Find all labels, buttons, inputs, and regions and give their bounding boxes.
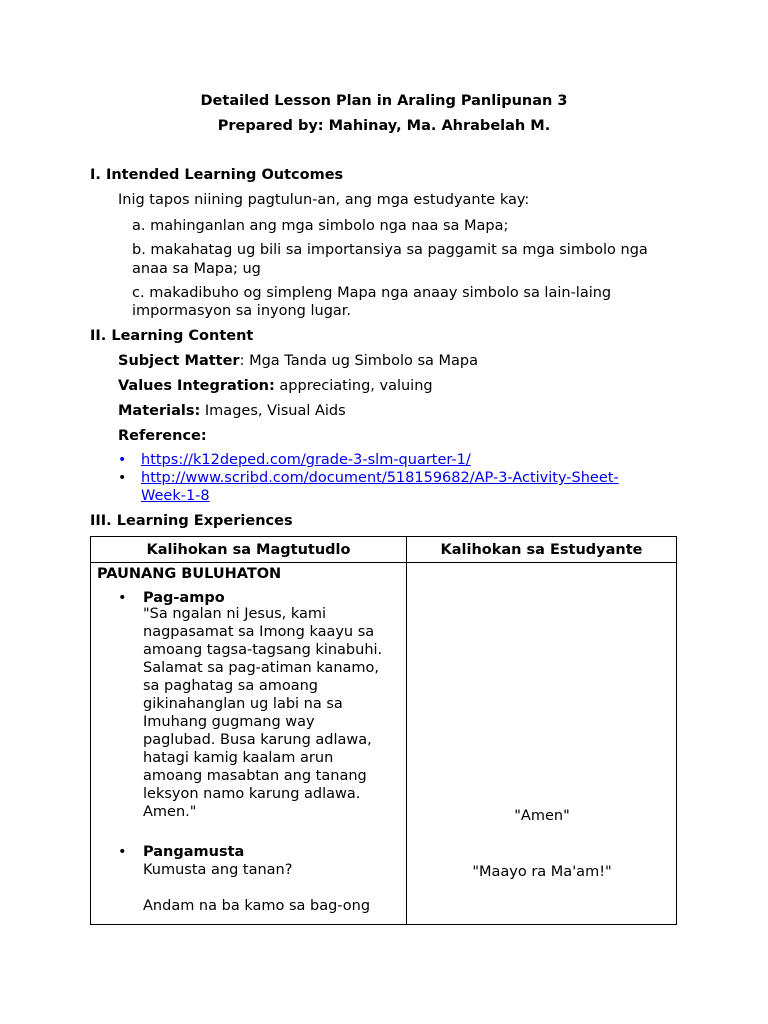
pagampo-label: Pag-ampo: [143, 590, 225, 606]
prayer-line: Imuhang gugmang way: [143, 714, 315, 730]
student-amen: "Amen": [514, 808, 570, 824]
prayer-line: hatagi kamig kaalam arun: [143, 750, 334, 766]
prayer-line: "Sa ngalan ni Jesus, kami: [143, 606, 327, 622]
materials-value: Images, Visual Aids: [200, 403, 346, 419]
table-row: [91, 563, 677, 925]
experiences-heading: III. Learning Experiences: [90, 513, 293, 529]
content-heading: II. Learning Content: [90, 328, 254, 344]
values-label: Values Integration:: [118, 378, 275, 394]
section-label: PAUNANG BULUHATON: [97, 566, 282, 582]
outcome-c-line1: c. makadibuho og simpleng Mapa nga anaay simbolo sa lain-laing: [132, 285, 612, 301]
prayer-line: amoang tagsa-tagsang kinabuhi.: [143, 642, 383, 658]
learning-experiences-table: [90, 536, 677, 925]
student-column-header: Kalihokan sa Estudyante: [407, 537, 677, 563]
student-cell: [407, 563, 677, 925]
reference-label: Reference:: [118, 428, 207, 444]
prayer-line: nagpasamat sa Imong kaayu sa: [143, 624, 375, 640]
student-reply: "Maayo ra Ma'am!": [472, 864, 612, 880]
prayer-line: leksyon namo karung adlawa.: [143, 786, 361, 802]
pangamusta-label: Pangamusta: [143, 844, 245, 860]
prayer-line: paglubad. Busa karung adlawa,: [143, 732, 372, 748]
bullet-pagampo: •: [118, 590, 127, 606]
outcome-b-line1: b. makahatag ug bili sa importansiya sa paggamit sa mga simbolo nga: [132, 242, 648, 258]
reference-link-1[interactable]: https://k12deped.com/grade-3-slm-quarter-1/: [141, 452, 471, 468]
values-integration: [118, 377, 433, 395]
bullet-pangamusta: •: [118, 844, 127, 860]
table-header-row: [91, 537, 677, 563]
subject-matter: [118, 352, 478, 370]
materials: [118, 402, 346, 420]
prayer-line: gikinahanglan ug labi na sa: [143, 696, 343, 712]
prayer-line: Amen.": [143, 804, 197, 820]
reference-bullet-1: •: [118, 452, 127, 468]
prayer-text: [143, 605, 403, 821]
values-value: appreciating, valuing: [274, 378, 433, 394]
prayer-line: Salamat sa pag-atiman kanamo,: [143, 660, 380, 676]
reference-bullet-2: •: [118, 470, 127, 486]
document-title: Detailed Lesson Plan in Araling Panlipunan 3: [200, 93, 568, 109]
prayer-line: amoang masabtan ang tanang: [143, 768, 367, 784]
subject-value: : Mga Tanda ug Simbolo sa Mapa: [239, 353, 479, 369]
outcome-c-line2: impormasyon sa inyong lugar.: [132, 303, 352, 319]
subject-label: Subject Matter: [118, 353, 240, 369]
outcome-a: a. mahinganlan ang mga simbolo nga naa sa Mapa;: [132, 218, 509, 234]
outcomes-heading: I. Intended Learning Outcomes: [90, 167, 344, 183]
prayer-line: sa paghatag sa amoang: [143, 678, 319, 694]
teacher-column-header: Kalihokan sa Magtutudlo: [91, 537, 407, 563]
reference-link-2-line1[interactable]: http://www.scribd.com/document/518159682/AP-3-Activity-Sheet-: [141, 470, 619, 486]
ready-question-text: Andam na ba kamo sa bag-ong: [143, 898, 371, 914]
outcomes-intro: Inig tapos niining pagtulun-an, ang mga estudyante kay:: [118, 192, 530, 208]
materials-label: Materials:: [118, 403, 201, 419]
outcome-b-line2: anaa sa Mapa; ug: [132, 261, 261, 277]
teacher-cell: [91, 563, 407, 925]
prepared-by: Prepared by: Mahinay, Ma. Ahrabelah M.: [217, 118, 551, 134]
greeting-text: Kumusta ang tanan?: [143, 862, 293, 878]
reference-link-2-line2[interactable]: Week-1-8: [141, 488, 210, 504]
